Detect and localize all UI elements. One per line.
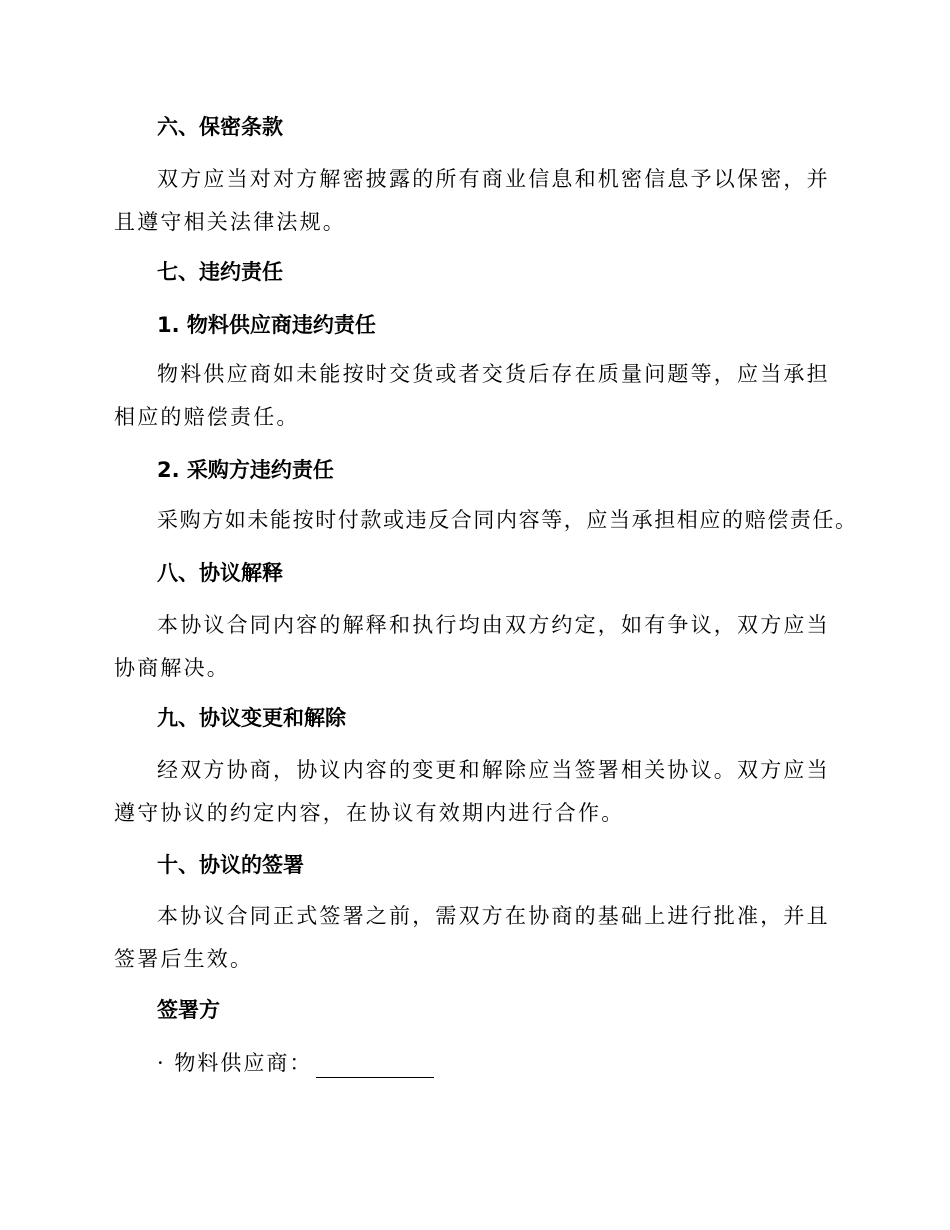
section-body-confidentiality: 双方应当对对方解密披露的所有商业信息和机密信息予以保密，并且遵守相关法律法规。: [114, 167, 830, 234]
section-heading-signing: 十、协议的签署: [157, 853, 304, 877]
section-heading-confidentiality: 六、保密条款: [157, 115, 283, 139]
subsection-body-supplier-breach: 物料供应商如未能按时交货或者交货后存在质量问题等，应当承担相应的赔偿责任。: [114, 362, 830, 429]
subsection-body-buyer-breach: 采购方如未能按时付款或违反合同内容等，应当承担相应的赔偿责任。: [157, 508, 858, 532]
subsection-heading-buyer-breach: 2. 采购方违约责任: [157, 458, 334, 482]
section-body-signing: 本协议合同正式签署之前，需双方在协商的基础上进行批准，并且签署后生效。: [114, 904, 830, 971]
supplier-signature-label: · 物料供应商：: [157, 1051, 313, 1075]
section-body-amendment: 经双方协商，协议内容的变更和解除应当签署相关协议。双方应当遵守协议的约定内容，在协议有效期内进行合作。: [114, 758, 830, 825]
section-heading-amendment: 九、协议变更和解除: [157, 706, 346, 730]
subsection-heading-supplier-breach: 1. 物料供应商违约责任: [157, 313, 376, 337]
supplier-signature-line: [157, 1048, 434, 1078]
signatories-heading: 签署方: [157, 998, 220, 1022]
supplier-signature-blank[interactable]: [316, 1055, 434, 1078]
section-body-interpretation: 本协议合同内容的解释和执行均由双方约定，如有争议，双方应当协商解决。: [114, 613, 830, 680]
section-heading-interpretation: 八、协议解释: [157, 561, 283, 585]
section-heading-breach: 七、违约责任: [157, 260, 283, 284]
